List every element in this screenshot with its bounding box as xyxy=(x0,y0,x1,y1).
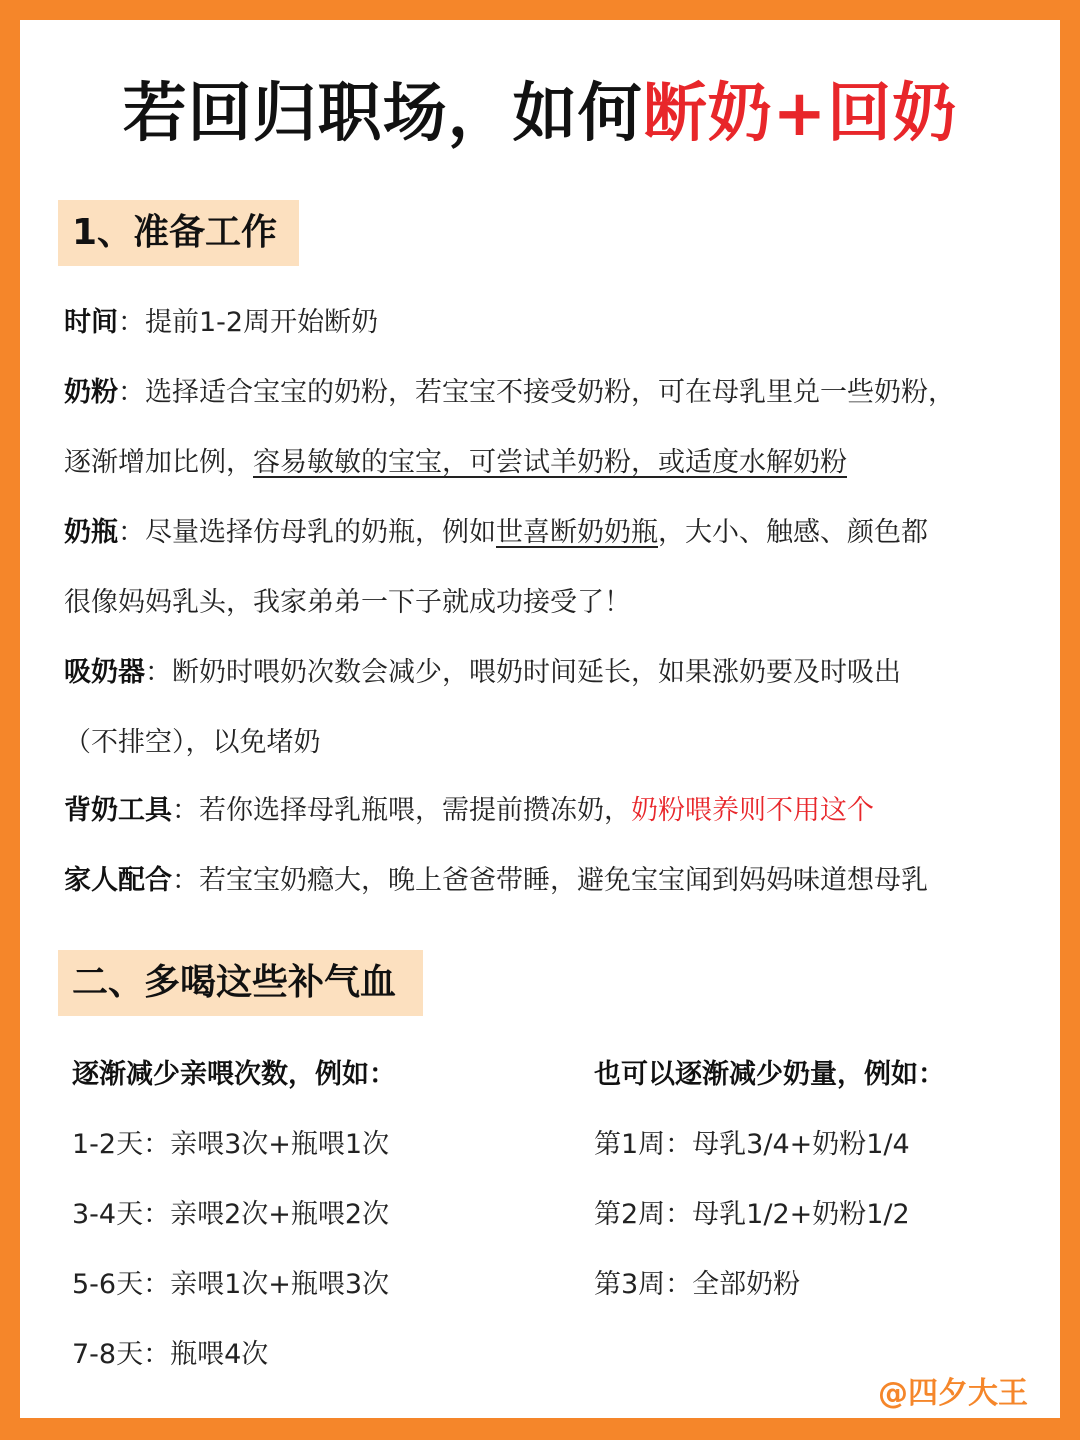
item-family-label: 家人配合 xyxy=(64,865,172,896)
bottle-text-1: 尽量选择仿母乳的奶瓶，例如 xyxy=(145,517,496,548)
item-carry-label: 背奶工具 xyxy=(64,795,172,826)
separator: ： xyxy=(145,657,172,688)
separator: ： xyxy=(172,865,199,896)
item-formula-label: 奶粉 xyxy=(64,377,118,408)
formula-underlined-text: 容易敏敏的宝宝，可尝试羊奶粉，或适度水解奶粉 xyxy=(253,447,847,478)
item-bottle-label: 奶瓶 xyxy=(64,517,118,548)
bottle-text-1-rest: ，大小、触感、颜色都 xyxy=(658,517,928,548)
title-highlight: 断奶+回奶 xyxy=(642,77,958,151)
item-time xyxy=(64,288,1024,358)
left-column-heading: 逐渐减少亲喂次数，例如： xyxy=(72,1059,396,1090)
item-family xyxy=(64,846,1024,916)
carry-red-text: 奶粉喂养则不用这个 xyxy=(631,795,874,826)
item-pump-line1 xyxy=(64,638,1024,708)
formula-text-2: 逐渐增加比例， xyxy=(64,447,253,478)
item-formula-line2 xyxy=(64,428,1024,498)
left-list-item: 3-4天：亲喂2次+瓶喂2次 xyxy=(72,1199,390,1230)
page-title xyxy=(0,62,1080,154)
left-list-item: 7-8天：瓶喂4次 xyxy=(72,1339,269,1370)
item-carry xyxy=(64,776,1024,846)
left-list-item: 1-2天：亲喂3次+瓶喂1次 xyxy=(72,1129,390,1160)
right-column-heading: 也可以逐渐减少奶量，例如： xyxy=(594,1059,945,1090)
item-time-text: 提前1-2周开始断奶 xyxy=(145,307,379,338)
carry-text: 若你选择母乳瓶喂，需提前攒冻奶， xyxy=(199,795,631,826)
formula-text-1: 选择适合宝宝的奶粉，若宝宝不接受奶粉，可在母乳里兑一些奶粉， xyxy=(145,377,955,408)
separator: ： xyxy=(118,307,145,338)
family-text: 若宝宝奶瘾大，晚上爸爸带睡，避免宝宝闻到妈妈味道想母乳 xyxy=(199,865,928,896)
right-list-item: 第3周：全部奶粉 xyxy=(594,1269,801,1300)
right-list-item: 第2周：母乳1/2+奶粉1/2 xyxy=(594,1199,910,1230)
item-pump-label: 吸奶器 xyxy=(64,657,145,688)
title-main: 若回归职场，如何 xyxy=(122,77,643,151)
bottle-product-link: 世喜断奶奶瓶 xyxy=(496,517,658,548)
separator: ： xyxy=(118,377,145,408)
author-watermark: @四夕大王 xyxy=(878,1376,1028,1411)
item-formula xyxy=(64,358,1024,498)
item-time-label: 时间 xyxy=(64,307,118,338)
item-pump-line2: （不排空），以免堵奶 xyxy=(64,727,321,758)
separator: ： xyxy=(172,795,199,826)
section-heading-reduce: 二、多喝这些补气血 xyxy=(58,950,423,1016)
separator: ： xyxy=(118,517,145,548)
right-list-item: 第1周：母乳3/4+奶粉1/4 xyxy=(594,1129,910,1160)
left-list-item: 5-6天：亲喂1次+瓶喂3次 xyxy=(72,1269,390,1300)
item-pump xyxy=(64,638,1024,778)
item-bottle-line1 xyxy=(64,498,1024,568)
section-heading-prep: 1、准备工作 xyxy=(58,200,299,266)
item-bottle-line2: 很像妈妈乳头，我家弟弟一下子就成功接受了！ xyxy=(64,587,631,618)
pump-text-1: 断奶时喂奶次数会减少，喂奶时间延长，如果涨奶要及时吸出 xyxy=(172,657,901,688)
item-formula-line1 xyxy=(64,358,1024,428)
item-bottle xyxy=(64,498,1024,638)
